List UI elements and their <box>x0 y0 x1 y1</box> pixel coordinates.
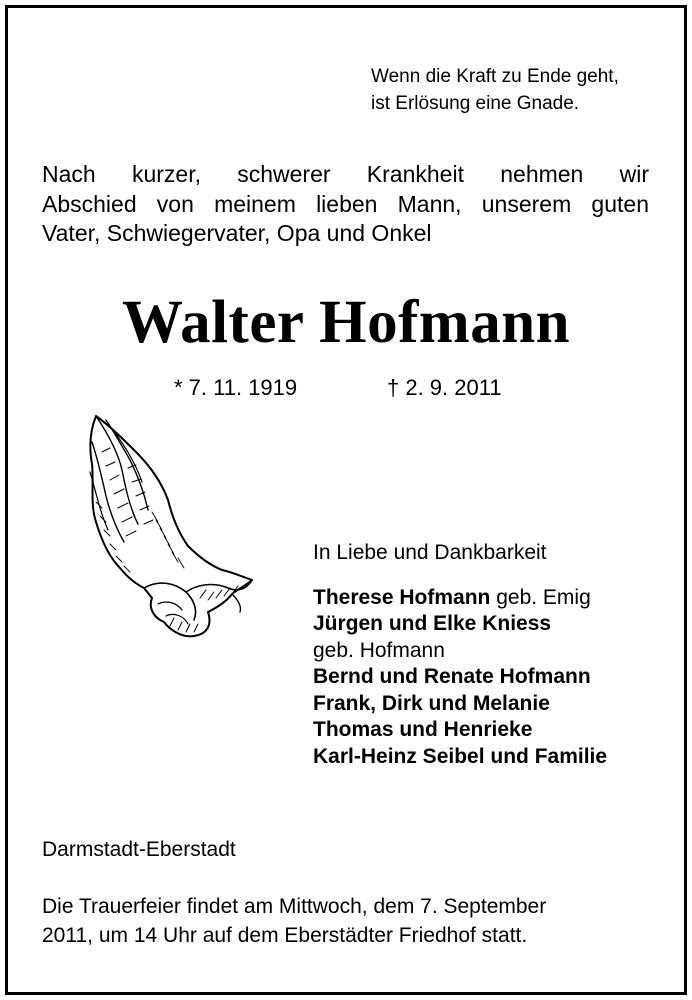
funeral-line: 2011, um 14 Uhr auf dem Eberstädter Friedhof statt. <box>42 924 528 947</box>
mourners-heading: In Liebe und Dankbarkeit <box>313 541 547 564</box>
mourner-line: Thomas und Henrieke <box>313 718 533 741</box>
mourner-line <box>313 585 607 612</box>
mourner-name: Therese Hofmann <box>313 585 491 609</box>
motto-line: ist Erlösung eine Gnade. <box>371 93 580 114</box>
mourner-line: Bernd und Renate Hofmann <box>313 665 591 688</box>
intro-text <box>42 160 649 249</box>
funeral-notice <box>42 892 637 950</box>
death-date: † 2. 9. 2011 <box>387 375 502 400</box>
spacer <box>313 567 607 585</box>
intro-line: Vater, Schwiegervater, Opa und Onkel <box>42 220 432 246</box>
mourner-line: Karl-Heinz Seibel und Familie <box>313 744 608 768</box>
funeral-line: Die Trauerfeier findet am Mittwoch, dem 7. September <box>42 895 547 918</box>
mourner-line: Frank, Dirk und Melanie <box>313 691 550 715</box>
motto <box>371 63 619 117</box>
place-name: Darmstadt-Eberstadt <box>42 838 236 861</box>
mourner-maiden-name: geb. Emig <box>490 585 591 609</box>
intro-line: Nach kurzer, schwerer Krankheit nehmen wir <box>42 161 649 187</box>
praying-hands-icon <box>82 412 254 642</box>
birth-date: * 7. 11. 1919 <box>174 375 298 400</box>
mourner-line: Jürgen und Elke Kniess <box>313 612 552 635</box>
deceased-name: Walter Hofmann <box>121 289 571 356</box>
mourner-line: geb. Hofmann <box>313 638 445 662</box>
motto-line: Wenn die Kraft zu Ende geht, <box>371 66 619 87</box>
mourners-list <box>313 540 607 770</box>
intro-line: Abschied von meinem lieben Mann, unserem guten <box>42 190 649 217</box>
